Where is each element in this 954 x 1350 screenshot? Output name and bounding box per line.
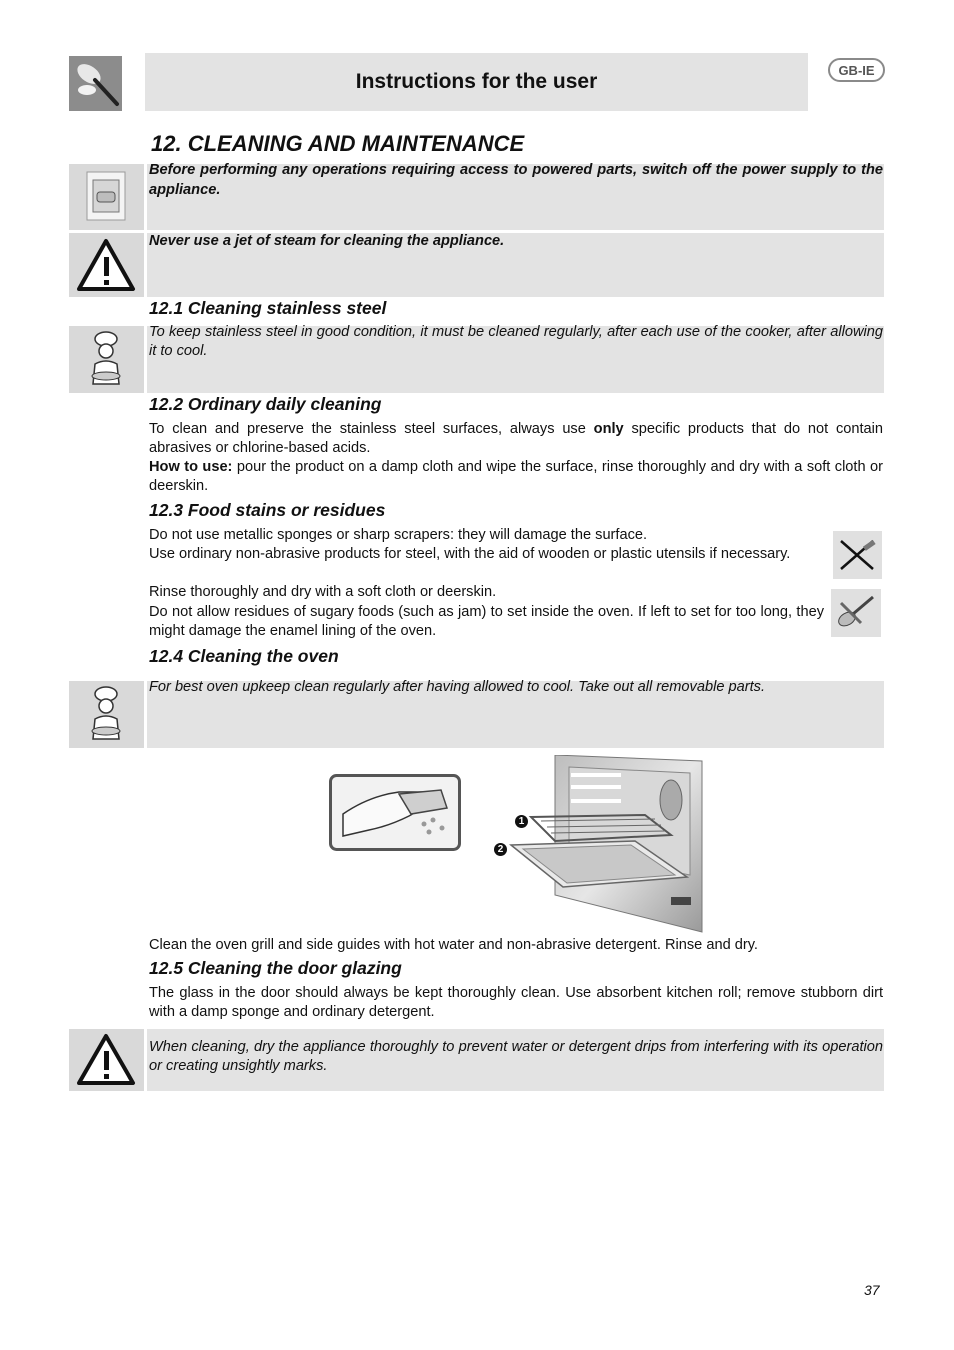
- warning-icon-box: [69, 233, 144, 297]
- subsection-title: 12.1 Cleaning stainless steel: [149, 298, 387, 318]
- food-stains-line: Rinse thoroughly and dry with a soft cloth or deerskin.: [149, 584, 497, 600]
- oven-interior-illustration: [495, 755, 703, 933]
- chef-icon-box: [69, 326, 144, 393]
- wooden-utensils-icon: [831, 589, 881, 637]
- power-switch-icon: [69, 164, 144, 230]
- food-stains-line: Use ordinary non-abrasive products for steel, with the aid of wooden or plastic utensils if necessary.: [149, 546, 791, 562]
- food-stains-line: Do not allow residues of sugary foods (such as jam) to set inside the oven. If left to set for too long, they might damage the enamel lining of the oven.: [149, 604, 824, 639]
- language-badge: GB-IE: [828, 58, 885, 82]
- subsection-title: 12.5 Cleaning the door glazing: [149, 958, 402, 978]
- daily-text-part: specific products that do not contain abrasives or chlorine-based acids.: [149, 421, 883, 456]
- stainless-note-text: To keep stainless steel in good condition, it must be cleaned regularly, after each use of the cooker, after allowing it to cool.: [149, 324, 883, 359]
- oven-note-text: For best oven upkeep clean regularly after having allowed to cool. Take out all removable parts.: [149, 679, 765, 695]
- subsection-title: 12.4 Cleaning the oven: [149, 646, 339, 666]
- daily-cleaning-paragraph: [149, 420, 883, 458]
- caution-triangle-icon: [69, 233, 144, 297]
- page-number: 37: [864, 1282, 880, 1298]
- food-stains-line: Do not use metallic sponges or sharp scrapers: they will damage the surface.: [149, 527, 648, 543]
- emphasis-only: only: [593, 421, 624, 437]
- daily-text-part: To clean and preserve the stainless steel surfaces, always use: [149, 421, 594, 437]
- how-to-use-paragraph: [149, 458, 883, 496]
- steam-warning-text: Never use a jet of steam for cleaning the appliance.: [149, 233, 505, 249]
- no-scraper-icon: [833, 531, 882, 579]
- section-title: 12. CLEANING AND MAINTENANCE: [151, 131, 525, 156]
- callout-1: [515, 815, 528, 828]
- header-bar: [145, 53, 808, 111]
- caution-triangle-icon: [69, 1029, 144, 1091]
- warning-icon-box: [69, 164, 144, 230]
- chef-icon-box: [69, 681, 144, 748]
- hand-cloth-illustration: [329, 774, 461, 851]
- drying-warning-text: When cleaning, dry the appliance thoroughly to prevent water or detergent drips from interfering with its operation or creating unsightly marks.: [149, 1039, 883, 1074]
- subsection-title: 12.2 Ordinary daily cleaning: [149, 394, 382, 414]
- callout-2: [494, 843, 507, 856]
- door-glazing-paragraph: The glass in the door should always be kept thoroughly clean. Use absorbent kitchen roll; remove stubborn dirt with a damp sponge and ordinary detergent.: [149, 985, 883, 1020]
- spoon-icon: [69, 56, 122, 111]
- callout-1-label: 1: [518, 816, 525, 827]
- chef-spoon-logo: [69, 56, 122, 111]
- warning-icon-box: [69, 1029, 144, 1091]
- chef-icon: [69, 326, 144, 393]
- oven-grill-text: Clean the oven grill and side guides with hot water and non-abrasive detergent. Rinse and dry.: [149, 937, 758, 953]
- how-to-use-label: How to use:: [149, 459, 233, 475]
- page-header-title: Instructions for the user: [355, 70, 598, 93]
- power-warning-text: Before performing any operations requiring access to powered parts, switch off the power supply to the appliance.: [149, 162, 883, 198]
- how-to-use-text: pour the product on a damp cloth and wipe the surface, rinse thoroughly and dry with a soft cloth or deerskin.: [149, 459, 883, 494]
- subsection-title: 12.3 Food stains or residues: [149, 500, 386, 520]
- chef-icon: [69, 681, 144, 748]
- callout-2-label: 2: [497, 844, 504, 855]
